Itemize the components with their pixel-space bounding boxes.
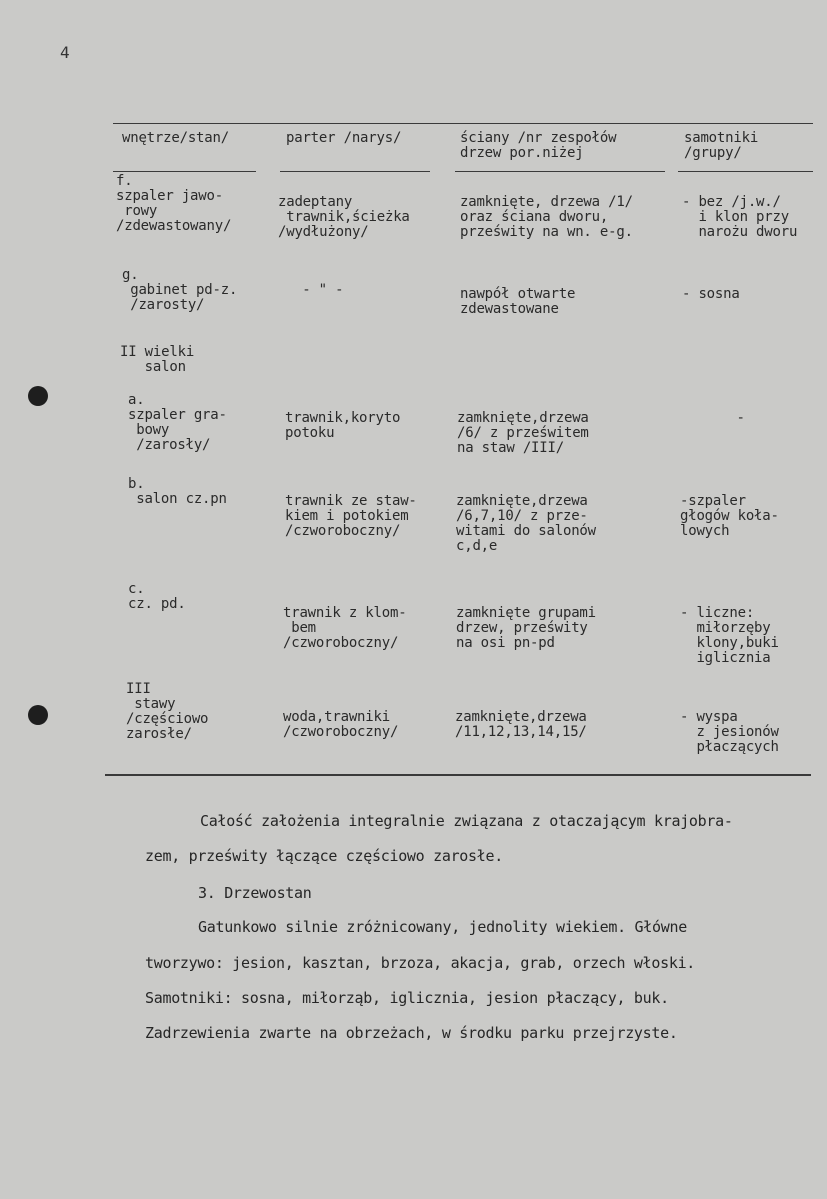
header-ground-plan: parter /narys/ (286, 130, 402, 146)
table-row-g-walls: nawpół otwarte zdewastowane (460, 286, 576, 317)
table-row-g-interior: g. gabinet pd-z. /zarosty/ (122, 267, 238, 313)
section-heading: 3. Drzewostan (198, 884, 312, 902)
table-row-II-interior: II wielki salon (120, 344, 195, 375)
table-row-III-solitary: - wyspa z jesionów płaczących (680, 709, 779, 755)
table-row-III-walls: zamknięte,drzewa /11,12,13,14,15/ (455, 709, 587, 740)
paragraph-1-line-2: zem, prześwity łączące częściowo zarosłe. (145, 847, 503, 865)
page-number: 4 (60, 43, 70, 62)
table-row-a-solitary: - (720, 410, 745, 426)
table-row-a-interior: a. szpaler gra- bowy /zarosły/ (128, 392, 227, 453)
binder-hole-top (28, 386, 48, 406)
header-interior-state: wnętrze/stan/ (122, 130, 229, 146)
table-row-b-solitary: -szpaler głogów koła- lowych (680, 493, 779, 539)
header-underline-3 (455, 171, 665, 172)
paragraph-2-line-2: tworzywo: jesion, kasztan, brzoza, akacja, grab, orzech włoski. (145, 954, 696, 972)
table-top-rule (113, 123, 813, 124)
table-row-c-ground: trawnik z klom- bem /czworoboczny/ (283, 605, 407, 651)
paragraph-2-line-1: Gatunkowo silnie zróżnicowany, jednolity wiekiem. Główne (198, 918, 687, 936)
table-row-b-interior: b. salon cz.pn (128, 476, 227, 507)
header-underline-4 (678, 171, 813, 172)
table-bottom-rule (105, 774, 811, 776)
table-row-g-ground: - " - (294, 282, 344, 298)
header-underline-2 (280, 171, 430, 172)
table-row-a-walls: zamknięte,drzewa /6/ z prześwitem na staw /III/ (457, 410, 589, 456)
paragraph-1-line-1: Całość założenia integralnie związana z otaczającym krajobra- (200, 812, 733, 830)
header-underline-1 (113, 171, 256, 172)
table-row-f-ground: zadeptany trawnik,ścieżka /wydłużony/ (278, 194, 410, 240)
binder-hole-bottom (28, 705, 48, 725)
table-row-c-interior: c. cz. pd. (128, 581, 186, 612)
table-row-c-solitary: - liczne: miłorzęby klony,buki iglicznia (680, 605, 779, 666)
table-row-III-ground: woda,trawniki /czworoboczny/ (283, 709, 399, 740)
header-walls: ściany /nr zespołów drzew por.niżej (460, 130, 617, 161)
header-solitary-trees: samotniki /grupy/ (684, 130, 759, 161)
table-row-f-interior: f. szpaler jawo- rowy /zdewastowany/ (116, 173, 232, 234)
table-row-III-interior: III stawy /częściowo zarosłe/ (126, 681, 209, 742)
table-row-f-solitary: - bez /j.w./ i klon przy narożu dworu (682, 194, 798, 240)
table-row-b-ground: trawnik ze staw- kiem i potokiem /czworoboczny/ (285, 493, 417, 539)
table-row-f-walls: zamknięte, drzewa /1/ oraz ściana dworu, prześwity na wn. e-g. (460, 194, 633, 240)
paragraph-2-line-3: Samotniki: sosna, miłorząb, iglicznia, jesion płaczący, buk. (145, 989, 669, 1007)
paragraph-2-line-4: Zadrzewienia zwarte na obrzeżach, w środku parku przejrzyste. (145, 1024, 678, 1042)
table-row-c-walls: zamknięte grupami drzew, prześwity na osi pn-pd (456, 605, 596, 651)
table-row-a-ground: trawnik,koryto potoku (285, 410, 401, 441)
table-row-b-walls: zamknięte,drzewa /6,7,10/ z prze- witami do salonów c,d,e (456, 493, 596, 554)
table-row-g-solitary: - sosna (682, 286, 740, 302)
